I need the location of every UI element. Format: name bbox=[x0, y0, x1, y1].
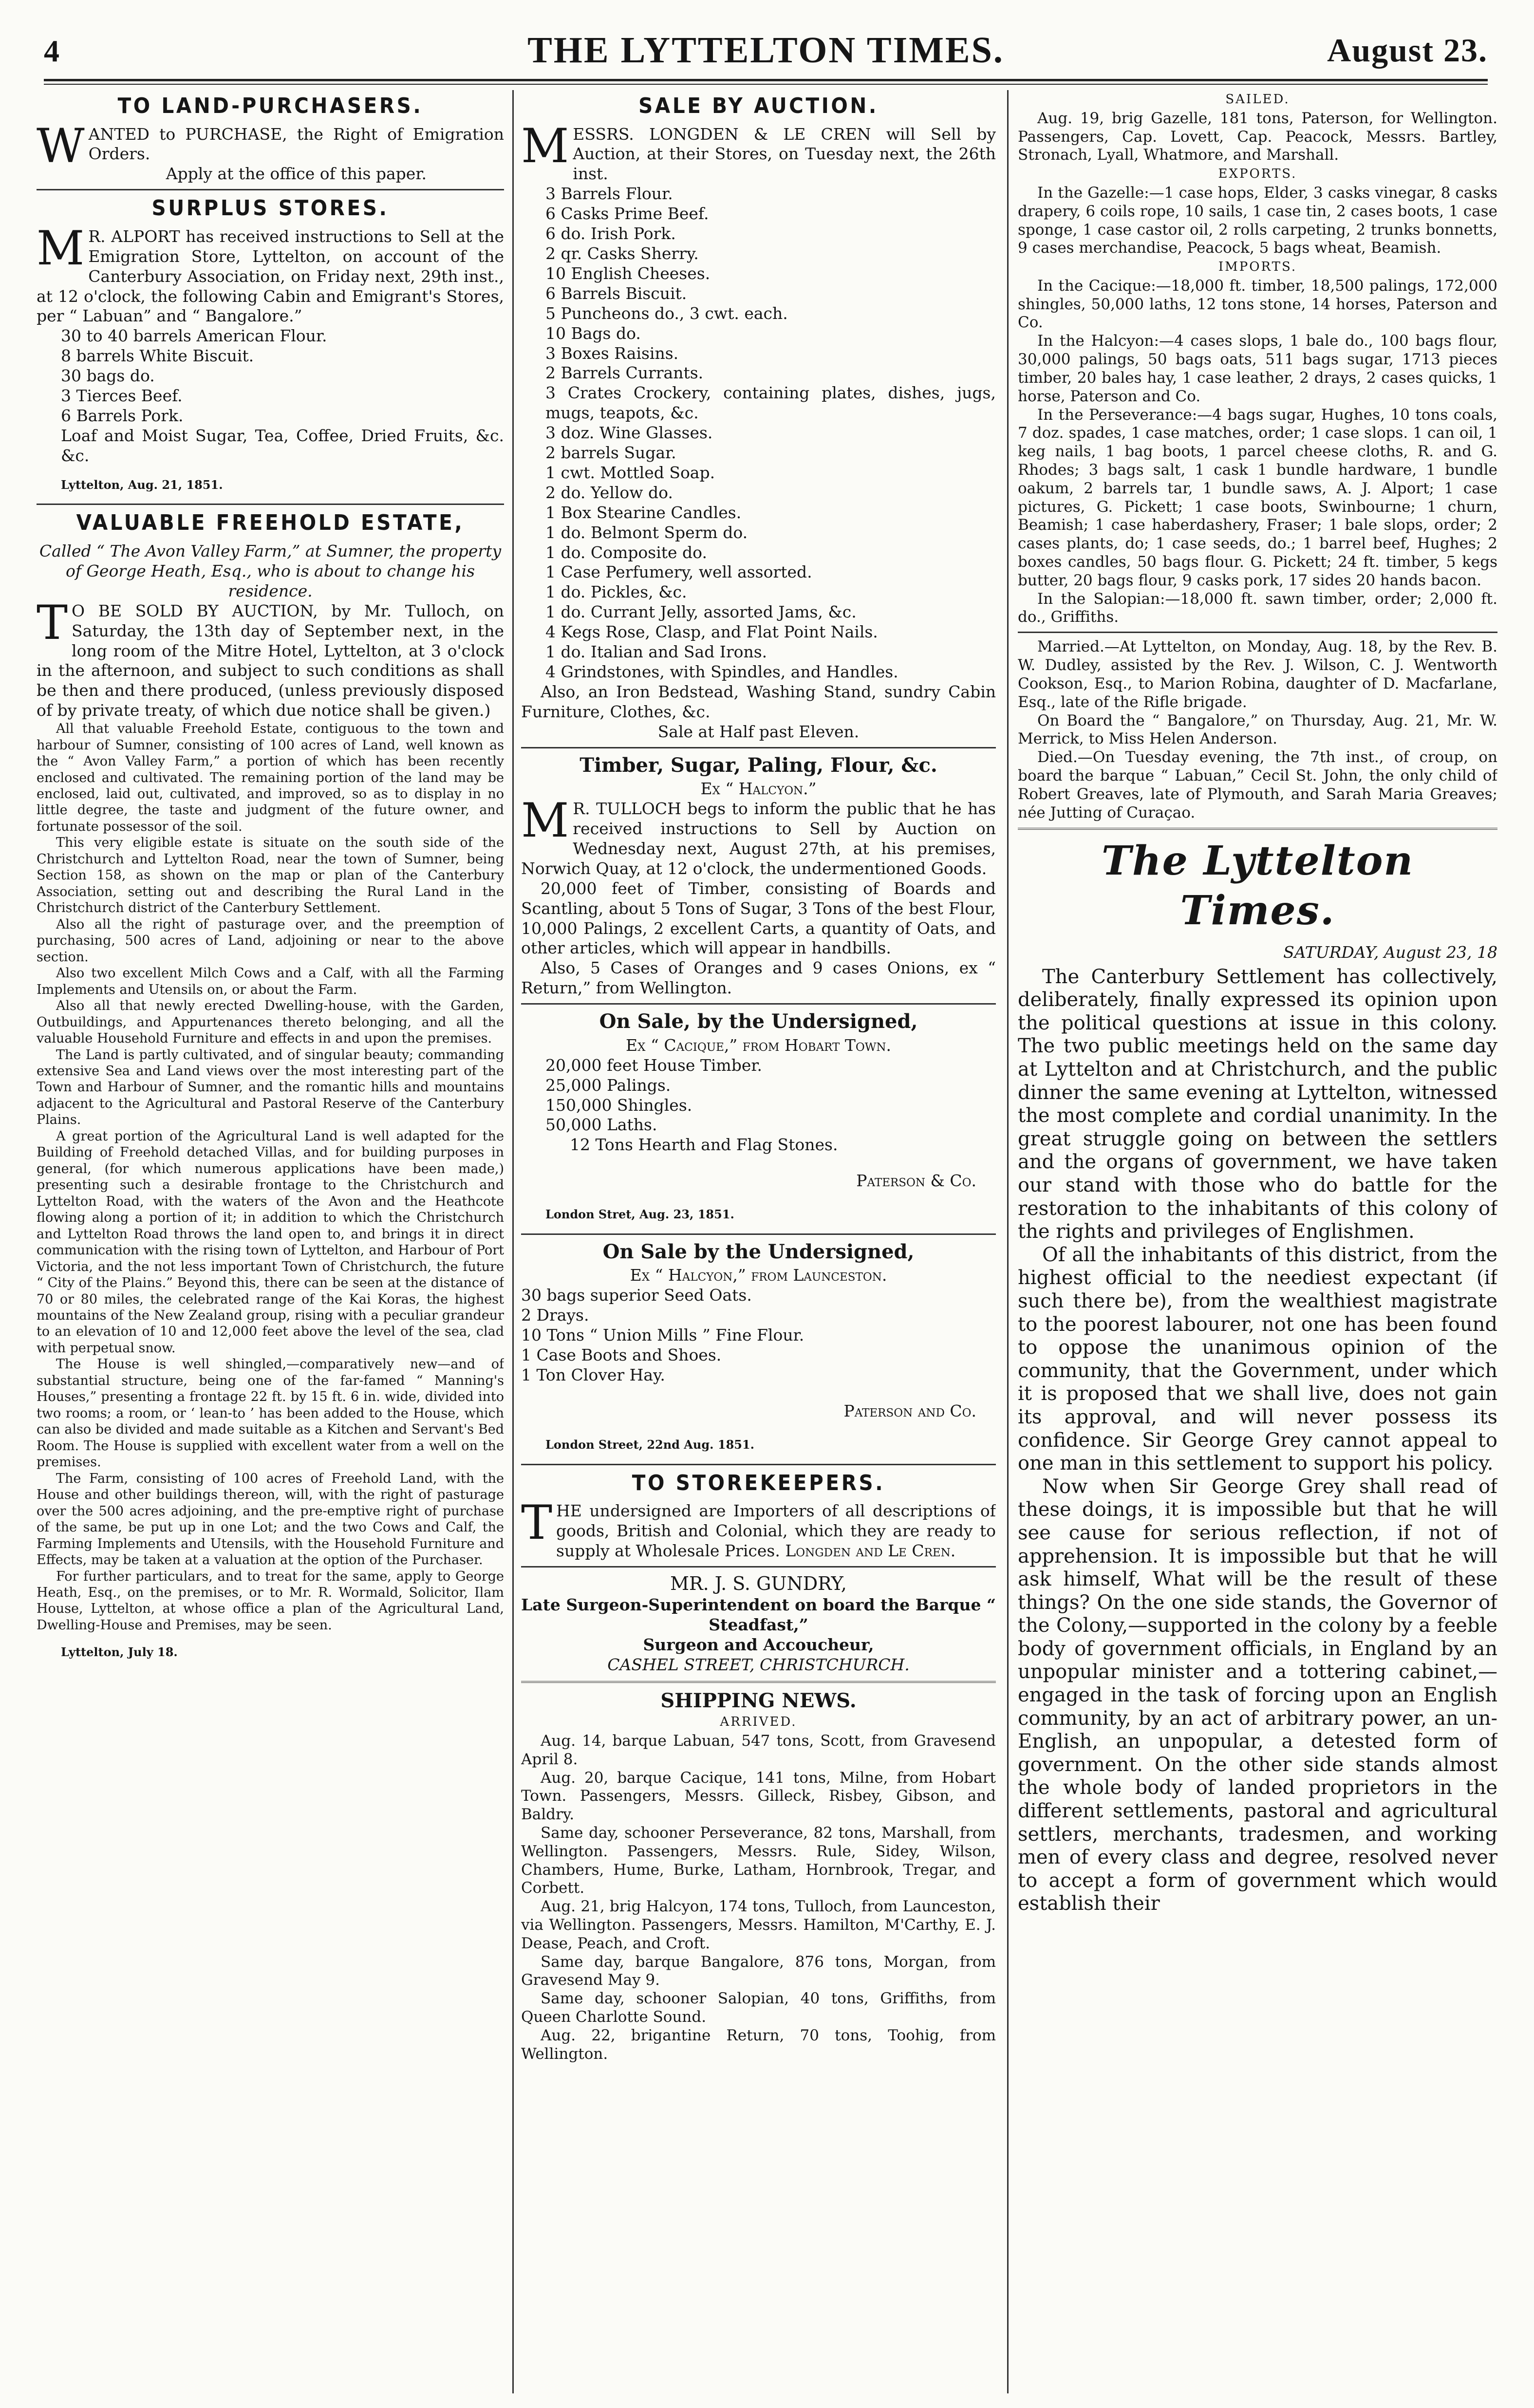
section-heading: SHIPPING NEWS. bbox=[660, 1689, 857, 1712]
shipping-entry: In the Perseverance:—4 bags sugar, Hughes, 10 tons coals, 7 doz. spades, 1 case matches, order; 1 case slops. 1 can oil, 1 keg nails, 1 bag boots, 1 parcel cheese cloths, R. and G. Rhodes; 3 bags salt, 1 cask 1 bundle hardware, 1 bundle oakum, 2 barrels tar, 1 bundle saws, A. J. Alport; 1 case pictures, G. Pickett; 1 case boots, Swinbourne; 1 churn, Beamish; 1 case haberdashery, Fraser; 1 bale slops, order; 2 cases plants, do; 1 case seeds, do.; 1 barrel beef, Hughes; 2 boxes candles, 50 bags flour. G. Pickett; 24 ft. timber, 5 kegs butter, 20 bags flour, 9 casks pork, 17 sides 20 hands bacon. bbox=[1018, 406, 1497, 589]
ad-body: THE undersigned are Importers of all descriptions of goods, British and Colonial, which they are ready to supply at Wholesale Prices. Longden and Le Cren. bbox=[521, 1495, 996, 1560]
list-item: 3 Barrels Flour. bbox=[545, 184, 673, 204]
ad-ex: Ex “ Halcyon.” bbox=[700, 779, 817, 799]
shipping-entry: Same day, barque Bangalore, 876 tons, Morgan, from Gravesend May 9. bbox=[521, 1953, 996, 1989]
masthead-rule-thin bbox=[44, 84, 1488, 85]
issue-date: August 23. bbox=[1327, 32, 1488, 69]
list-item: 10 Tons “ Union Mills ” Fine Flour. bbox=[521, 1325, 804, 1345]
editorial-dateline: SATURDAY, August 23, 18 bbox=[1283, 942, 1497, 962]
paragraph: 20,000 feet of Timber, consisting of Boards and Scantling, about 5 Tons of Sugar, 3 Tons of the best Flour, 10,000 Palings, 2 excellent Carts, a quantity of Oats, and other articles, which will appear in handbills. bbox=[521, 878, 996, 958]
list-item: 2 Drays. bbox=[521, 1306, 589, 1325]
shipping-entry: Aug. 21, brig Halcyon, 174 tons, Tulloch, from Launceston, via Wellington. Passengers, Messrs. Hamilton, M'Carthy, E. J. Dease, Peach, and Croft. bbox=[521, 1898, 996, 1952]
ad-address: CASHEL STREET, CHRISTCHURCH. bbox=[607, 1655, 910, 1674]
paragraph: The Land is partly cultivated, and of singular beauty; commanding extensive Sea and Land views over the most interesting part of the Town and Harbour of Sumner, and the romantic hills and mountains adjacent to the Agricultural and Pastoral Reserve of the Canterbury Plains. bbox=[37, 1047, 504, 1128]
marriage-notice: Married.—At Lyttelton, on Monday, Aug. 18, by the Rev. B. W. Dudley, assisted by the Rev. J. Wilson, C. J. Wentworth Cookson, Esq., to Marion Robina, daughter of D. Macfarlane, Esq., late of the Rifle brigade. bbox=[1018, 638, 1497, 711]
editorial bbox=[1018, 966, 1497, 1916]
column-2 bbox=[521, 90, 996, 2393]
shipping-entry: In the Cacique:—18,000 ft. timber, 18,500 palings, 172,000 shingles, 50,000 laths, 12 tons stone, 14 horses, Paterson and Co. bbox=[1018, 277, 1497, 332]
list-item: 5 Puncheons do., 3 cwt. each. bbox=[545, 303, 788, 323]
paragraph: The House is well shingled,—comparatively new—and of substantial structure, being one of the far-famed “ Manning's Houses,” presenting a frontage 22 ft. by 15 ft. 6 in. wide, divided into two rooms; a room, or ‘ lean-to ’ has been added to the House, which can also be divided and made suitable as a Kitchen and Servant's Bed Room. The House is supplied with excellent water from a well on the premises. bbox=[37, 1357, 504, 1470]
editorial-paragraph: Now when Sir George Grey shall read of these doings, it is impossible but that he will see cause for serious reflection, if not of apprehension. It is impossible but that he will ask himself, What will be the result of these things? On the one side stands, the Governor of the Colony,—supported in the colony by a feeble body of government officials, in England by an unpopular minister and a tottering cabinet,—engaged in the task of forcing upon an English community, by an act of arbitrary power, an un-English, an unpopular, a detested form of government. On the other side stands almost the whole body of landed proprietors in the different settlements, pastoral and agricultural settlers, merchants, tradesmen, and working men of every class and degree, resolved never to accept a form of government which would establish their bbox=[1018, 1475, 1497, 1915]
list-item: 12 Tons Hearth and Flag Stones. bbox=[570, 1135, 838, 1155]
list-item: 1 Ton Clover Hay. bbox=[521, 1365, 665, 1385]
ad-date: Lyttelton, July 18. bbox=[61, 1645, 178, 1660]
ad-heading: SALE BY AUCTION. bbox=[638, 93, 879, 118]
shipping-entry: In the Salopian:—18,000 ft. sawn timber, order; 2,000 ft. do., Griffiths. bbox=[1018, 590, 1497, 626]
shipping-entry: Aug. 22, brigantine Return, 70 tons, Toohig, from Wellington. bbox=[521, 2026, 996, 2063]
newspaper-title: THE LYTTELTON TIMES. bbox=[527, 30, 1004, 71]
section-subheading: IMPORTS. bbox=[1218, 260, 1297, 275]
ad-line: Surgeon and Accoucheur, bbox=[643, 1635, 874, 1654]
list-item: 50,000 Laths. bbox=[545, 1115, 657, 1135]
list-item: 1 do. Currant Jelly, assorted Jams, &c. bbox=[545, 602, 857, 622]
editorial-masthead: The Lyttelton Times. bbox=[1102, 838, 1414, 934]
list-item: 10 Bags do. bbox=[545, 323, 641, 343]
shipping-entry: Same day, schooner Perseverance, 82 tons, Marshall, from Wellington. Passengers, Messrs. Rule, Sidey, Wilson, Chambers, Hume, Burke, Latham, Hornbrook, Tregar, and Corbett. bbox=[521, 1824, 996, 1897]
list-item: 150,000 Shingles. bbox=[545, 1095, 692, 1115]
list-item: 1 do. Pickles, &c. bbox=[545, 582, 687, 602]
list-item: 3 Boxes Raisins. bbox=[545, 343, 679, 363]
list-item: 1 Box Stearine Candles. bbox=[545, 503, 742, 522]
ad-date: Lyttelton, Aug. 21, 1851. bbox=[61, 477, 223, 492]
column-divider bbox=[512, 90, 514, 2393]
paragraph: For further particulars, and to treat for the same, apply to George Heath, Esq., on the premises, or to Mr. R. Wormald, Solicitor, Ilam House, Lyttelton, at whose office a plan of the Agricultural Land, Dwelling-House and Premises, may be seen. bbox=[37, 1568, 504, 1633]
list-item: 1 cwt. Mottled Soap. bbox=[545, 463, 715, 482]
ad-body: WANTED to PURCHASE, the Right of Emigration Orders. bbox=[37, 118, 504, 173]
paragraph: A great portion of the Agricultural Land is well adapted for the Building of Freehold detached Villas, and for building purposes in general, (for which numerous applications have been made,) presenting such a desirable frontage to the Christchurch and Lyttelton Road, with the waters of the Avon and the Heathcote flowing along a portion of it; in addition to which the Christchurch and Lyttelton Road throws the land open to, and brings it in direct communication with the rising town of Lyttelton, and Harbour of Port Victoria, and the not less important Town of Christchurch, the future “ City of the Plains.” Beyond this, there can be seen at the distance of 70 or 80 miles, the celebrated range of the Kai Koras, the highest mountains of the New Zealand group, rising with a peculiar grandeur to an elevation of 10 and 12,000 feet above the level of the sea, clad with perpetual snow. bbox=[37, 1128, 504, 1356]
item-list bbox=[37, 326, 504, 466]
ad-body: MESSRS. LONGDEN & LE CREN will Sell by Auction, at their Stores, on Tuesday next, the 26th inst. bbox=[521, 118, 996, 184]
list-item: 30 bags superior Seed Oats. bbox=[521, 1286, 752, 1305]
editorial-paragraph: The Canterbury Settlement has collectively, deliberately, finally expressed its opinion upon the political questions at issue in this colony. The two public meetings held on the same day at Lyttelton and at Christchurch, and the public dinner the same evening at Lyttelton, witnessed the most complete and cordial unanimity. In the great struggle going on between the settlers and the organs of government, we have taken our stand with those who do battle for the restoration to the inhabitants of this colony of the rights and privileges of Englishmen. bbox=[1018, 965, 1497, 1243]
section-subheading: SAILED. bbox=[1225, 92, 1290, 107]
shipping-entry: Aug. 19, brig Gazelle, 181 tons, Paterson, for Wellington. Passengers, Cap. Lovett, Cap. Peacock, Messrs. Bartley, Stronach, Lyall, Whatmore, and Marshall. bbox=[1018, 109, 1497, 164]
list-item: 2 Barrels Currants. bbox=[545, 363, 704, 383]
page-number: 4 bbox=[44, 34, 59, 68]
list-item: 2 barrels Sugar. bbox=[545, 443, 676, 463]
paragraph: This very eligible estate is situate on the south side of the Christchurch and Lyttelton Road, near the town of Sumner, being Section 158, as shown on the map or plan of the Canterbury Association, setting out and describing the Rural Land in the Christchurch district of the Canterbury Settlement. bbox=[37, 835, 504, 916]
ad-subheading: Called “ The Avon Valley Farm,” at Sumner, the property of George Heath, Esq., who is about to change his residence. bbox=[39, 541, 502, 600]
column-divider bbox=[1007, 90, 1009, 2393]
list-item: 30 bags do. bbox=[61, 366, 155, 386]
ad-signature: Paterson & Co. bbox=[856, 1171, 976, 1191]
ad-date: London Street, 22nd Aug. 1851. bbox=[545, 1437, 755, 1452]
paragraph: Also, 5 Cases of Oranges and 9 cases Onions, ex “ Return,” from Wellington. bbox=[521, 958, 996, 998]
ad-body: M R. ALPORT has received instructions to Sell at the Emigration Store, Lyttelton, on account of the Canterbury Association, on Friday next, 29th inst., at 12 o'clock, the following Cabin and Emigrant's Stores, per “ Labuan” and “ Bangalore.” bbox=[37, 221, 504, 326]
shipping-news bbox=[521, 1715, 996, 2063]
paragraph: Also all that newly erected Dwelling-house, with the Garden, Outbuildings, and Appurtenances thereto belonging, and all the valuable Household Furniture and effects in and upon the premises. bbox=[37, 998, 504, 1046]
shipping-entry: Same day, schooner Salopian, 40 tons, Griffiths, from Queen Charlotte Sound. bbox=[521, 1990, 996, 2026]
ad-time: Sale at Half past Eleven. bbox=[657, 722, 860, 741]
ad-signature: Paterson and Co. bbox=[843, 1401, 976, 1420]
column-3 bbox=[1018, 90, 1497, 2393]
list-item: 4 Grindstones, with Spindles, and Handles. bbox=[545, 662, 898, 682]
list-item: 1 do. Composite do. bbox=[545, 542, 707, 562]
masthead-rule bbox=[44, 79, 1488, 81]
list-item: 6 do. Irish Pork. bbox=[545, 224, 676, 243]
masthead bbox=[44, 19, 1488, 73]
ad-line: Apply at the office of this paper. bbox=[166, 164, 427, 184]
shipping-entry: Aug. 14, barque Labuan, 547 tons, Scott, from Gravesend April 8. bbox=[521, 1732, 996, 1768]
ad-body: M R. TULLOCH begs to inform the public that he has received instructions to Sell by Auction on Wednesday next, August 27th, at his premises, Norwich Quay, at 12 o'clock, the undermentioned Goods. bbox=[521, 793, 996, 878]
list-item: 2 do. Yellow do. bbox=[545, 483, 673, 502]
list-item: 3 doz. Wine Glasses. bbox=[545, 423, 713, 443]
paragraph: Also two excellent Milch Cows and a Calf, with all the Farming Implements and Utensils on, or about the Farm. bbox=[37, 966, 504, 997]
ad-heading: Timber, Sugar, Paling, Flour, &c. bbox=[580, 753, 937, 777]
list-item: Loaf and Moist Sugar, Tea, Coffee, Dried Fruits, &c. &c. bbox=[61, 426, 504, 465]
ad-heading: On Sale, by the Undersigned, bbox=[599, 1010, 918, 1033]
shipping-entry: In the Gazelle:—1 case hops, Elder, 3 casks vinegar, 8 casks drapery, 6 coils rope, 10 sails, 1 case tin, 2 cases boots, 1 case sponge, 1 case castor oil, 2 rolls carpeting, 2 trunks bonnetts, 9 cases merchandise, Peacock, 5 bags wheat, Beamish. bbox=[1018, 184, 1497, 257]
marriage-notice: On Board the “ Bangalore,” on Thursday, Aug. 21, Mr. W. Merrick, to Miss Helen Anderson. bbox=[1018, 711, 1497, 748]
shipping-news-continued bbox=[1018, 92, 1497, 627]
ad-paragraphs bbox=[37, 721, 504, 1633]
list-item: 1 Case Boots and Shoes. bbox=[521, 1345, 722, 1365]
list-item: 1 do. Italian and Sad Irons. bbox=[545, 642, 767, 662]
shipping-entry: Aug. 20, barque Cacique, 141 tons, Milne, from Hobart Town. Passengers, Messrs. Gilleck, Risbey, Gibson, and Baldry. bbox=[521, 1769, 996, 1824]
list-item: 3 Tierces Beef. bbox=[61, 386, 183, 406]
list-item: 30 to 40 barrels American Flour. bbox=[61, 326, 327, 346]
ad-heading: VALUABLE FREEHOLD ESTATE, bbox=[76, 510, 465, 536]
ad-body: T O BE SOLD BY AUCTION, by Mr. Tulloch, on Saturday, the 13th day of September next, in the long room of the Mitre Hotel, Lyttelton, at 3 o'clock in the afternoon, and subject to such conditions as shall be then and there produced, (unless previously disposed of by private treaty, of which due notice shall be given.) bbox=[37, 595, 504, 720]
list-item: 1 do. Belmont Sperm do. bbox=[545, 523, 748, 542]
list-item: 10 English Cheeses. bbox=[545, 263, 711, 283]
list-item: 2 qr. Casks Sherry. bbox=[545, 243, 699, 263]
list-item: 8 barrels White Biscuit. bbox=[61, 346, 254, 366]
ad-heading: TO LAND-PURCHASERS. bbox=[117, 93, 423, 118]
paragraph: All that valuable Freehold Estate, contiguous to the town and harbour of Sumner, consisting of 100 acres of Land, well known as the “ Avon Valley Farm,” a portion of which has been recently enclosed and cultivated. The remaining portion of the land may be enclosed, laid out, cultivated, and improved, so as to display in no little degree, the taste and judgment of the future owner, and fortunate possessor of the soil. bbox=[37, 721, 504, 834]
list-item: 20,000 feet House Timber. bbox=[545, 1055, 762, 1075]
paragraph: The Farm, consisting of 100 acres of Freehold Land, with the House and other buildings thereon, will, with the right of pasturage over the 500 acres adjoining, and the pre-emptive right of purchase of the same, be put up in one Lot; and the two Cows and Calf, the Farming Implements and Utensils, with the Household Furniture and Effects, may be taken at a valuation at the option of the Purchaser. bbox=[37, 1471, 504, 1568]
column-1 bbox=[37, 90, 504, 2393]
paragraph: Also all the right of pasturage over, and the preemption of purchasing, 500 acres of Land, adjoining or near to the above section. bbox=[37, 916, 504, 965]
ad-ex: Ex “ Halcyon,” from Launceston. bbox=[630, 1266, 887, 1285]
ad-date: London Stret, Aug. 23, 1851. bbox=[545, 1207, 734, 1222]
notices bbox=[1018, 638, 1497, 822]
ad-heading: SURPLUS STORES. bbox=[151, 196, 389, 221]
list-item: 6 Casks Prime Beef. bbox=[545, 204, 709, 224]
list-item: 1 Case Perfumery, well assorted. bbox=[545, 562, 812, 582]
ad-line: Late Surgeon-Superintendent on board the Barque “ Steadfast,” bbox=[521, 1595, 996, 1634]
ad-heading: On Sale by the Undersigned, bbox=[602, 1240, 915, 1263]
list-item: 6 Barrels Biscuit. bbox=[545, 283, 687, 303]
section-subheading: EXPORTS. bbox=[1218, 167, 1297, 182]
ad-note: Also, an Iron Bedstead, Washing Stand, sundry Cabin Furniture, Clothes, &c. bbox=[521, 682, 996, 721]
item-list bbox=[521, 184, 996, 682]
ad-name: MR. J. S. GUNDRY, bbox=[670, 1572, 847, 1594]
shipping-entry: In the Halcyon:—4 cases slops, 1 bale do., 100 bags flour, 30,000 palings, 50 bags oats, 511 bags sugar, 1713 pieces timber, 20 bales hay, 1 case leather, 2 drays, 2 cases quicks, 1 horse, Paterson and Co. bbox=[1018, 332, 1497, 405]
list-item: 25,000 Palings. bbox=[545, 1075, 671, 1095]
list-item: 6 Barrels Pork. bbox=[61, 406, 184, 425]
editorial-paragraph: Of all the inhabitants of this district, from the highest official to the neediest expectant (if such there be), from the wealthiest magistrate to the poorest labourer, not one has been found to oppose the unanimous opinion of the community, that the Government, under which it is proposed that we shall live, does not gain its approval, and will never possess its confidence. Sir George Grey cannot appeal to one man in this settlement to support his policy. bbox=[1018, 1243, 1497, 1475]
list-item: 4 Kegs Rose, Clasp, and Flat Point Nails. bbox=[545, 622, 878, 642]
death-notice: Died.—On Tuesday evening, the 7th inst., of croup, on board the barque “ Labuan,” Cecil St. John, the only child of Robert Greaves, late of Plymouth, and Sarah Maria Greaves; née Jutting of Curaçao. bbox=[1018, 748, 1497, 821]
ad-ex: Ex “ Cacique,” from Hobart Town. bbox=[626, 1035, 891, 1055]
list-item: 3 Crates Crockery, containing plates, dishes, jugs, mugs, teapots, &c. bbox=[545, 383, 996, 423]
section-subheading: ARRIVED. bbox=[720, 1715, 797, 1730]
ad-heading: TO STOREKEEPERS. bbox=[632, 1470, 885, 1495]
